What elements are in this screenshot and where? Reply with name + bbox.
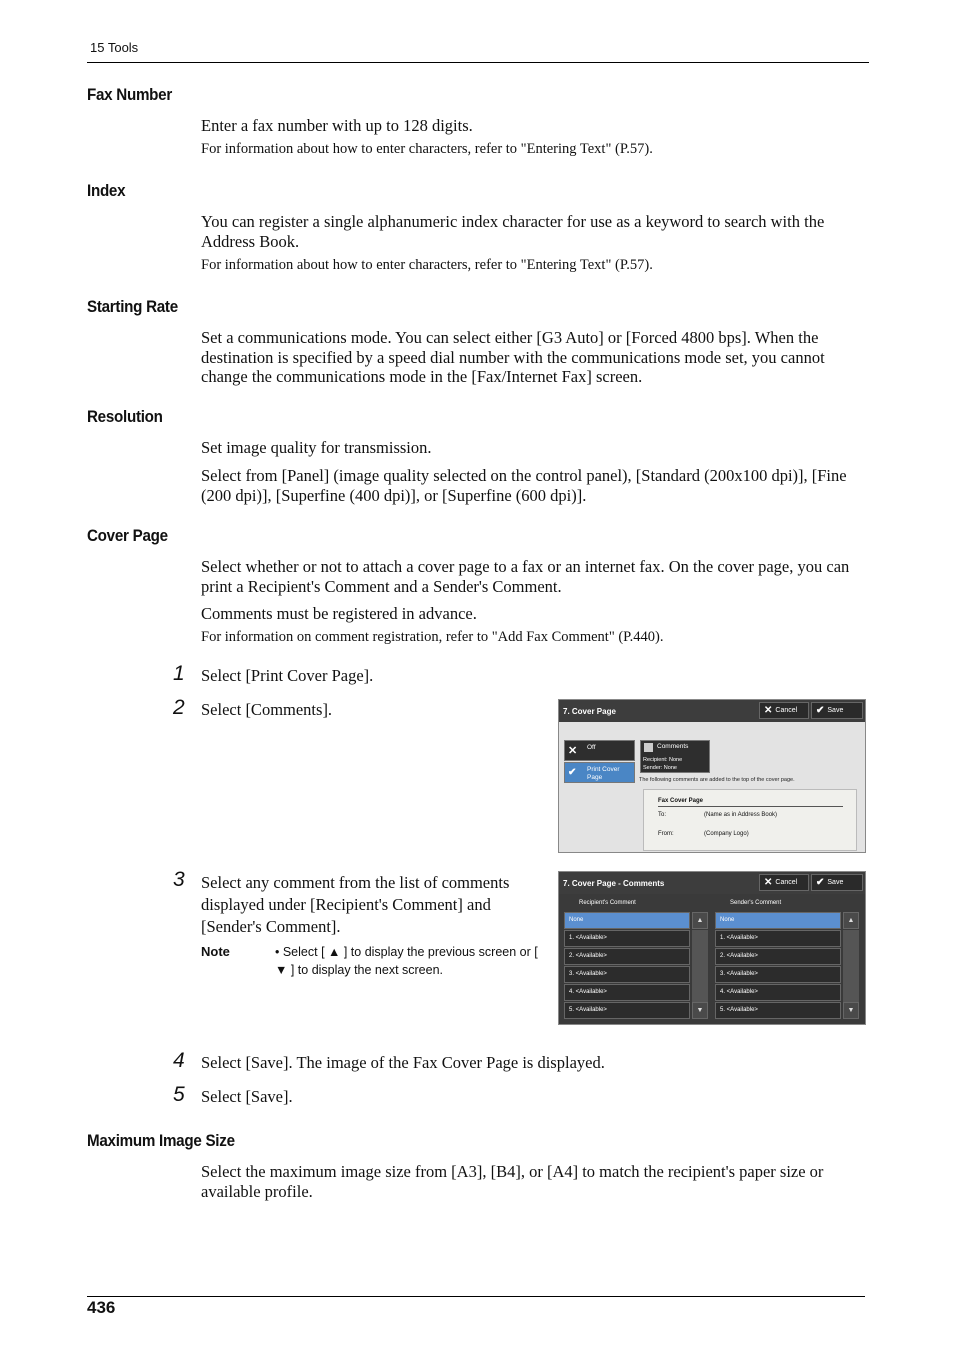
off-button[interactable] (564, 740, 635, 761)
cover-page-screenshot (558, 699, 866, 853)
recipient-item[interactable]: 3. <Available> (564, 966, 690, 983)
maximum-image-size-text: Select the maximum image size from [A3], [B4], or [A4] to match the recipient's paper size or available profile. (201, 1162, 824, 1201)
screen-title: 7. Cover Page - Comments (563, 879, 665, 888)
note-text: • Select [ ▲ ] to display the previous screen or [ ▼ ] to display the next screen. (275, 945, 538, 977)
step-text: Select [Print Cover Page]. (201, 666, 374, 685)
recipient-scrollbar[interactable] (692, 930, 708, 1002)
fax-cover-preview (643, 789, 857, 851)
scroll-down-icon[interactable]: ▼ (843, 1002, 859, 1019)
sender-item[interactable]: None (715, 912, 841, 929)
print-cover-label-2: Page (587, 774, 603, 781)
sender-item[interactable]: 2. <Available> (715, 948, 841, 965)
scroll-up-icon[interactable]: ▲ (692, 912, 708, 929)
divider (658, 806, 843, 807)
comments-label: Comments (657, 743, 689, 750)
fax-number-ref: For information about how to enter characters, refer to "Entering Text" (P.57). (201, 141, 653, 157)
print-cover-page-button[interactable] (564, 762, 635, 783)
step-text: Select [Comments]. (201, 700, 333, 719)
to-label: To: (658, 812, 667, 818)
sender-scrollbar[interactable] (843, 930, 859, 1002)
step-text: Select [Save]. The image of the Fax Cover Page is displayed. (201, 1053, 605, 1072)
sender-item[interactable]: 5. <Available> (715, 1002, 841, 1019)
step-text: Select [Save]. (201, 1087, 293, 1106)
starting-rate-text: Set a communications mode. You can select either [G3 Auto] or [Forced 4800 bps]. When the destination is specified by a speed dial number with the communications mode set, you cannot change the communications mode in the [Fax/Internet Fax] screen. (201, 328, 825, 386)
recipient-item[interactable]: 5. <Available> (564, 1002, 690, 1019)
sender-item[interactable]: 1. <Available> (715, 930, 841, 947)
resolution-text-2: Select from [Panel] (image quality selected on the control panel), [Standard (200x100 dpi)], [Fine (200 dpi)], [Superfine (400 dpi)], or [Superfine (600 dpi)]. (201, 466, 847, 505)
resolution-text-1: Set image quality for transmission. (201, 438, 432, 457)
note-label: Note (201, 944, 230, 959)
heading-maximum-image-size: Maximum Image Size (87, 1132, 235, 1150)
footer-rule (87, 1296, 865, 1297)
screen-titlebar (559, 872, 865, 894)
close-icon: ✕ (568, 745, 578, 757)
check-icon: ✔ (568, 767, 577, 778)
screen-title: 7. Cover Page (563, 707, 616, 716)
comment-icon (644, 743, 653, 752)
scroll-up-icon[interactable]: ▲ (843, 912, 859, 929)
step-number: 2 (173, 696, 185, 719)
step-number: 1 (173, 662, 185, 685)
header-rule (87, 62, 869, 63)
comments-button[interactable] (640, 740, 710, 773)
index-text: You can register a single alphanumeric index character for use as a keyword to search with the Address Book. (201, 212, 825, 251)
cover-info-text: The following comments are added to the top of the cover page. (639, 777, 795, 783)
save-label: Save (827, 707, 844, 714)
chapter-header: 15 Tools (90, 40, 139, 55)
recipient-item[interactable]: 1. <Available> (564, 930, 690, 947)
cancel-button[interactable] (759, 874, 809, 891)
cancel-label: Cancel (775, 879, 798, 886)
recipient-item[interactable]: 4. <Available> (564, 984, 690, 1001)
check-icon: ✔ (816, 705, 825, 716)
step-number: 4 (173, 1049, 185, 1072)
sender-item[interactable]: 4. <Available> (715, 984, 841, 1001)
heading-resolution: Resolution (87, 408, 163, 426)
to-value: (Name as in Address Book) (704, 812, 778, 818)
cover-page-text-1: Select whether or not to attach a cover page to a fax or an internet fax. On the cover page, you can print a Recipient's Comment and a Sender's Comment. (201, 557, 850, 596)
check-icon: ✔ (816, 877, 825, 888)
screen-titlebar (559, 700, 865, 722)
index-ref: For information about how to enter characters, refer to "Entering Text" (P.57). (201, 257, 653, 273)
fax-number-text: Enter a fax number with up to 128 digits. (201, 116, 473, 135)
heading-starting-rate: Starting Rate (87, 298, 178, 316)
off-label: Off (587, 744, 596, 751)
from-label: From: (658, 831, 674, 837)
from-value: (Company Logo) (704, 831, 749, 837)
save-button[interactable] (811, 702, 863, 719)
sender-comment-header: Sender's Comment (730, 900, 782, 906)
close-icon: ✕ (764, 705, 773, 716)
heading-cover-page: Cover Page (87, 527, 168, 545)
cancel-label: Cancel (775, 707, 798, 714)
cover-page-text-2: Comments must be registered in advance. (201, 604, 477, 623)
sender-item[interactable]: 3. <Available> (715, 966, 841, 983)
save-button[interactable] (811, 874, 863, 891)
recipient-item[interactable]: None (564, 912, 690, 929)
page-number: 436 (87, 1298, 116, 1317)
step-text: Select any comment from the list of comments displayed under [Recipient's Comment] and [Sender's Comment]. (201, 873, 510, 936)
sender-status: Sender: None (643, 765, 677, 771)
heading-fax-number: Fax Number (87, 86, 172, 104)
cancel-button[interactable] (759, 702, 809, 719)
print-cover-label: Print Cover (587, 766, 620, 773)
heading-index: Index (87, 182, 126, 200)
recipient-item[interactable]: 2. <Available> (564, 948, 690, 965)
close-icon: ✕ (764, 877, 773, 888)
cover-page-comments-screenshot (558, 871, 866, 1025)
step-number: 5 (173, 1083, 185, 1106)
recipient-status: Recipient: None (643, 757, 683, 763)
scroll-down-icon[interactable]: ▼ (692, 1002, 708, 1019)
recipient-comment-header: Recipient's Comment (579, 900, 636, 906)
step-number: 3 (173, 868, 185, 891)
fax-cover-title: Fax Cover Page (658, 798, 704, 804)
save-label: Save (827, 879, 844, 886)
cover-page-ref: For information on comment registration, refer to "Add Fax Comment" (P.440). (201, 629, 664, 645)
